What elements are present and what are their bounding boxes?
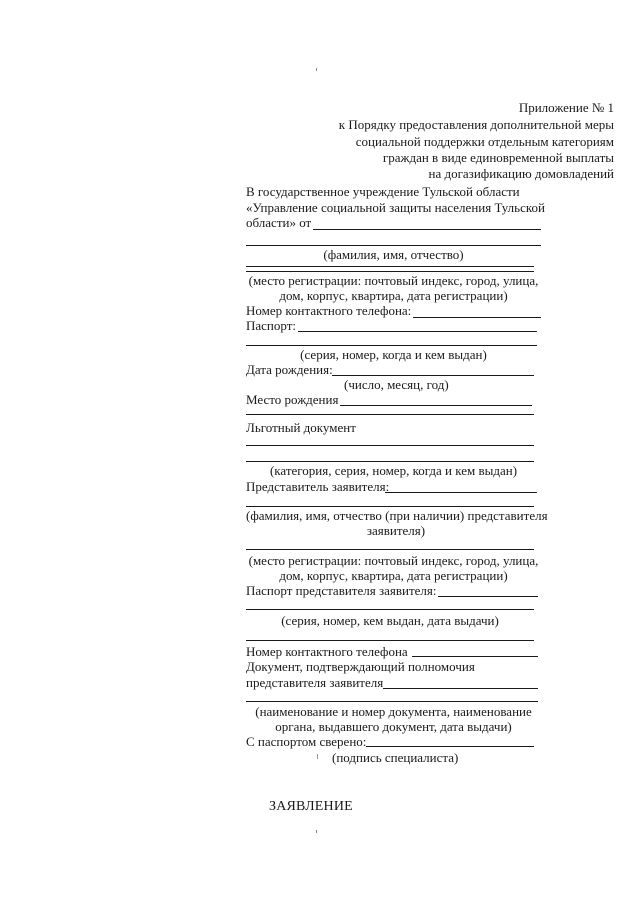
representative-label: Представитель заявителя: <box>246 479 390 494</box>
registration-caption: дом, корпус, квартира, дата регистрации) <box>279 288 508 303</box>
addressee-line: В государственное учреждение Тульской области <box>246 184 520 199</box>
registration-caption: (место регистрации: почтовый индекс, город, улица, <box>248 273 539 288</box>
representative-fio-caption: заявителя) <box>366 523 426 538</box>
scan-speck <box>317 754 318 759</box>
benefit-doc-caption: (категория, серия, номер, когда и кем выдан) <box>269 463 518 478</box>
addressee-line: «Управление социальной защиты населения Тульской <box>246 200 545 215</box>
verified-label: С паспортом сверено: <box>246 734 367 749</box>
applicant-fio-field[interactable] <box>246 245 541 246</box>
scan-speck <box>316 830 317 833</box>
scan-speck <box>316 68 317 71</box>
representative-fio-caption: (фамилия, имя, отчество (при наличии) представителя <box>246 508 548 523</box>
authority-doc-field-2[interactable] <box>246 701 538 702</box>
document-title: ЗАЯВЛЕНИЕ <box>269 799 353 814</box>
authority-doc-caption: органа, выдавшего документ, дата выдачи) <box>275 719 512 734</box>
representative-registration-caption: (место регистрации: почтовый индекс, город, улица, <box>248 553 539 568</box>
representative-extra-field[interactable] <box>246 640 534 641</box>
representative-registration-caption: дом, корпус, квартира, дата регистрации) <box>279 568 508 583</box>
representative-phone-field[interactable] <box>412 656 538 657</box>
benefit-doc-field[interactable] <box>246 445 534 446</box>
authority-doc-label: Документ, подтверждающий полномочия <box>246 659 475 674</box>
representative-passport-field-2[interactable] <box>246 609 534 610</box>
representative-passport-label: Паспорт представителя заявителя: <box>246 583 437 598</box>
registration-field[interactable] <box>246 266 534 267</box>
applicant-from-field[interactable] <box>313 229 541 230</box>
appendix-line: граждан в виде единовременной выплаты <box>382 150 614 165</box>
passport-caption: (серия, номер, когда и кем выдан) <box>300 347 487 362</box>
representative-field[interactable] <box>385 492 537 493</box>
representative-passport-caption: (серия, номер, кем выдан, дата выдачи) <box>281 613 499 628</box>
passport-field[interactable] <box>298 331 537 332</box>
phone-label: Номер контактного телефона: <box>246 303 412 318</box>
specialist-signature-field[interactable] <box>366 746 534 747</box>
birthdate-caption: (число, месяц, год) <box>344 377 449 392</box>
birthplace-field[interactable] <box>340 405 532 406</box>
representative-phone-label: Номер контактного телефона <box>246 644 408 659</box>
appendix-line: на догазификацию домовладений <box>428 166 614 181</box>
appendix-number: Приложение № 1 <box>518 100 614 115</box>
passport-field-2[interactable] <box>246 345 537 346</box>
phone-field[interactable] <box>413 317 541 318</box>
birthdate-label: Дата рождения: <box>246 362 333 377</box>
passport-label: Паспорт: <box>246 318 297 333</box>
birthplace-label: Место рождения <box>246 392 339 407</box>
fio-caption: (фамилия, имя, отчество) <box>323 247 464 262</box>
representative-passport-field[interactable] <box>438 596 538 597</box>
birthplace-field-2[interactable] <box>246 414 534 415</box>
representative-registration-field[interactable] <box>246 549 534 550</box>
benefit-doc-field-2[interactable] <box>246 461 534 462</box>
authority-doc-caption: (наименование и номер документа, наименование <box>255 704 532 719</box>
benefit-doc-label: Льготный документ <box>246 420 356 435</box>
birthdate-field[interactable] <box>332 375 534 376</box>
appendix-line: социальной поддержки отдельным категориям <box>355 134 614 149</box>
representative-field-2[interactable] <box>246 506 534 507</box>
registration-field[interactable] <box>246 271 534 272</box>
authority-doc-field[interactable] <box>383 688 538 689</box>
signature-caption: (подпись специалиста) <box>332 750 459 765</box>
authority-doc-label: представителя заявителя <box>246 675 384 690</box>
addressee-line: области» от <box>246 215 312 230</box>
appendix-line: к Порядку предоставления дополнительной меры <box>338 117 614 132</box>
